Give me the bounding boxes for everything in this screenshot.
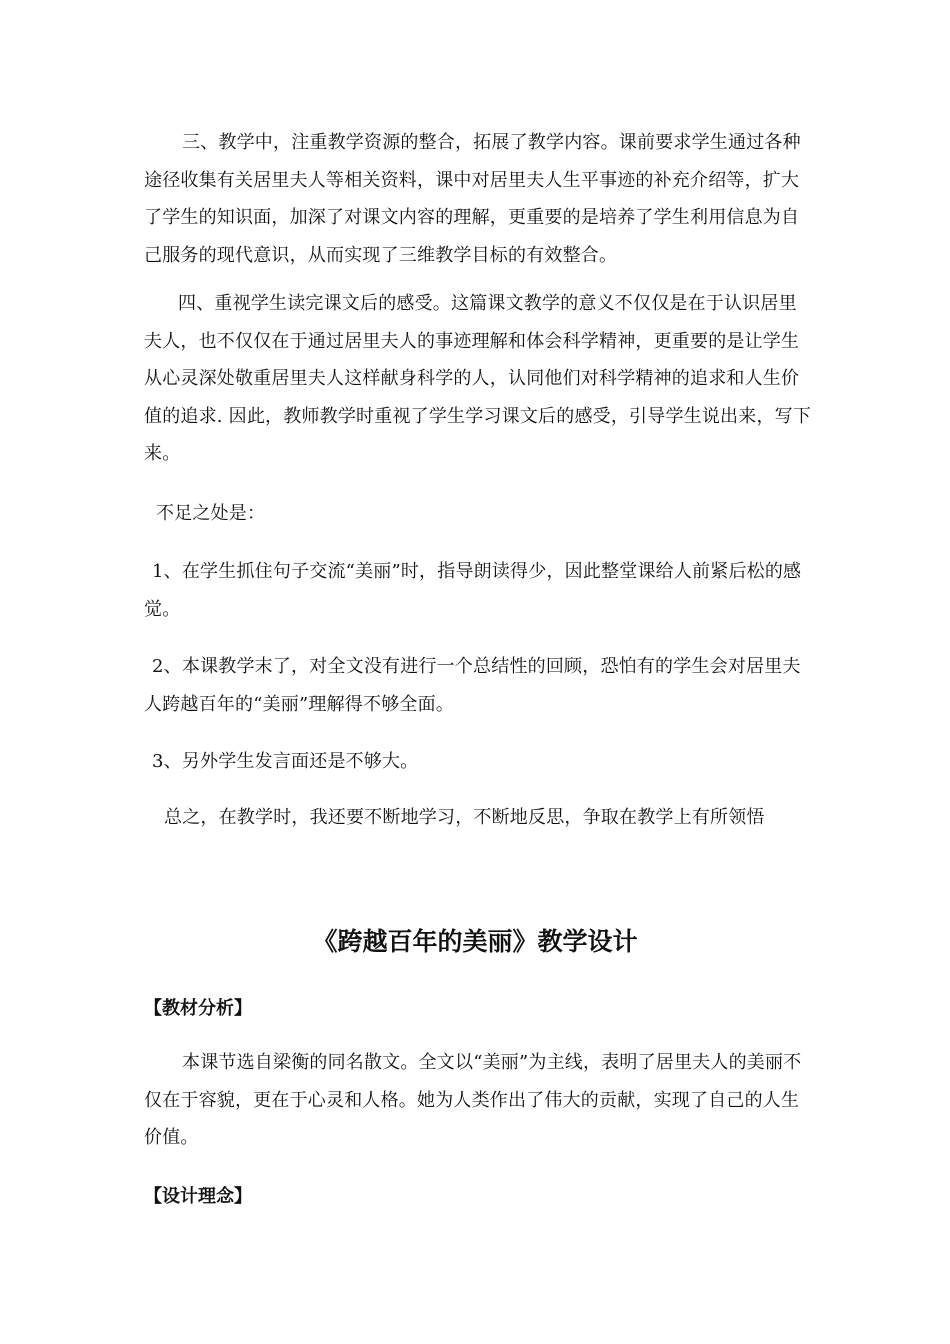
heading-material-analysis: 【教材分析】: [144, 998, 252, 1019]
material-analysis-text: 本课节选自梁衡的同名散文。全文以“美丽”为主线，表明了居里夫人的美丽不仅在于容貌，更在于心灵和人格。她为人类作出了伟大的贡献，实现了自己的人生价值。: [144, 1052, 802, 1148]
design-title: 《跨越百年的美丽》教学设计: [312, 927, 638, 956]
shortcoming-item-1: 1、在学生抓住句子交流“美丽”时，指导朗读得少，因此整堂课给人前紧后松的感觉。: [144, 561, 802, 620]
shortcoming-item-2: 2、本课教学末了，对全文没有进行一个总结性的回顾，恐怕有的学生会对居里夫人跨越百年的“美丽”理解得不够全面。: [144, 656, 801, 715]
paragraph-three: 三、教学中，注重教学资源的整合，拓展了教学内容。课前要求学生通过各种途径收集有关居里夫人等相关资料，课中对居里夫人生平事迹的补充介绍等，扩大了学生的知识面，加深了对课文内容的理解，更重要的是培养了学生利用信息为自己服务的现代意识，从而实现了三维教学目标的有效整合。: [144, 132, 801, 266]
shortcoming-item-3: 3、另外学生发言面还是不够大。: [152, 751, 419, 772]
conclusion-paragraph: 总之，在教学时，我还要不断地学习，不断地反思，争取在教学上有所领悟: [164, 807, 765, 828]
paragraph-four: 四、重视学生读完课文后的感受。这篇课文教学的意义不仅仅是在于认识居里夫人，也不仅仅在于通过居里夫人的事迹理解和体会科学精神，更重要的是让学生从心灵深处敬重居里夫人这样献身科学的人，认同他们对科学精神的追求和人生价值的追求. 因此，教师教学时重视了学生学习课文后的感受，引导学生说出来，写下来。: [144, 293, 812, 464]
heading-design-concept: 【设计理念】: [144, 1186, 252, 1207]
shortcomings-intro: 不足之处是：: [156, 503, 266, 524]
